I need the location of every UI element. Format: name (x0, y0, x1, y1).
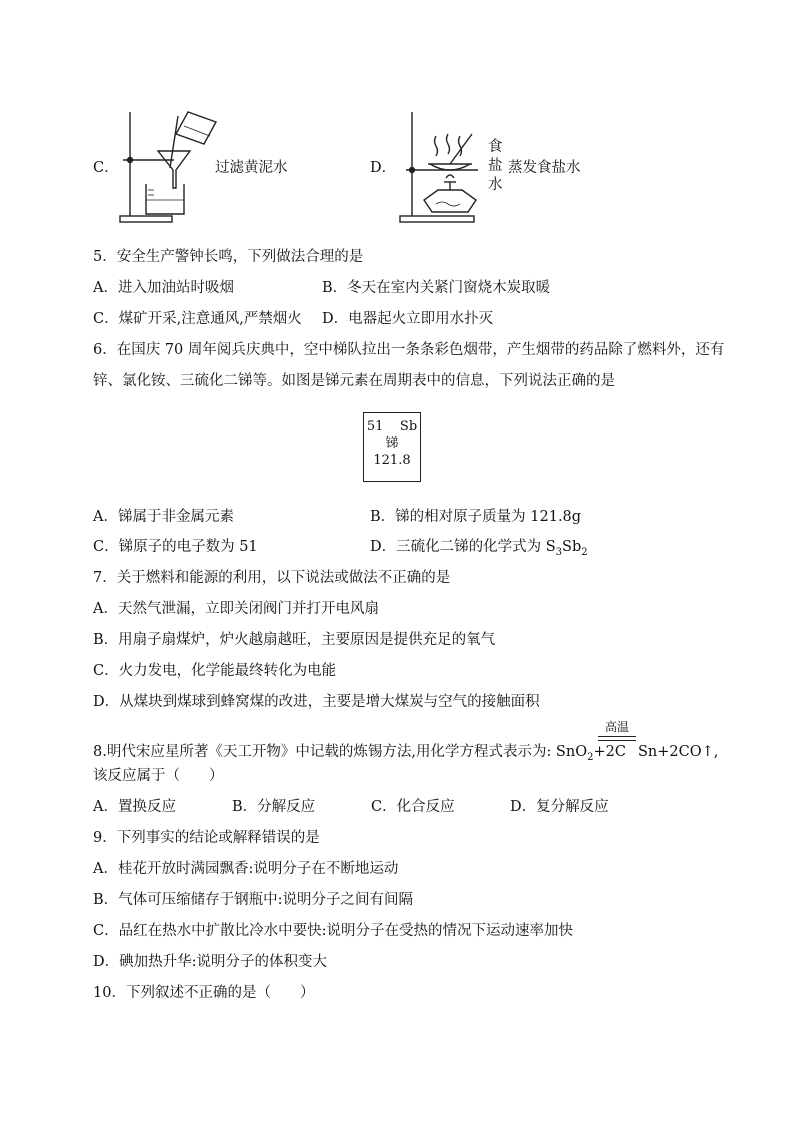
salt-water-label-char: 食 (488, 139, 503, 155)
question-6-stem-line1: 6．在国庆 70 周年阅兵庆典中，空中梯队拉出一条条彩色烟带，产生烟带的药品除了燃料外，还有 (93, 342, 725, 358)
equals-bar-top (598, 736, 636, 737)
question-8-option-b: B．分解反应 (232, 799, 316, 815)
subscript: 2 (581, 546, 588, 558)
element-atomic-mass: 121.8 (373, 453, 411, 468)
evaporation-apparatus-icon (398, 108, 488, 226)
question-5-option-d: D．电器起火立即用水扑灭 (322, 311, 494, 327)
question-8-stem-text: 8.明代宋应星所著《天工开物》中记载的炼锡方法,用化学方程式表示为: SnO (93, 744, 588, 760)
question-6-stem-line2: 锌、氯化铵、三硫化二锑等。如图是锑元素在周期表中的信息，下列说法正确的是 (93, 373, 615, 389)
question-6-option-a: A．锑属于非金属元素 (93, 509, 234, 525)
question-6-option-c: C．锑原子的电子数为 51 (93, 539, 258, 555)
question-7-option-d: D．从煤块到煤球到蜂窝煤的改进，主要是增大煤炭与空气的接触面积 (93, 694, 540, 710)
option-d-label: D． (370, 160, 397, 176)
question-9-option-c: C．品红在热水中扩散比冷水中要快:说明分子在受热的情况下运动速率加快 (93, 923, 573, 939)
question-8-option-d: D．复分解反应 (510, 799, 609, 815)
question-5-option-a: A．进入加油站时吸烟 (93, 280, 234, 296)
salt-water-label (488, 138, 503, 195)
equals-bar-bottom (598, 740, 636, 741)
question-9-option-b: B．气体可压缩储存于钢瓶中:说明分子之间有间隔 (93, 892, 414, 908)
option-c-label: C． (93, 160, 119, 176)
question-5-option-c: C．煤矿开采,注意通风,严禁烟火 (93, 311, 302, 327)
subscript: 2 (587, 751, 594, 763)
question-10-stem: 10．下列叙述不正确的是（ ） (93, 985, 315, 1001)
question-9-stem: 9．下列事实的结论或解释错误的是 (93, 830, 320, 846)
question-5-option-b: B．冬天在室内关紧门窗烧木炭取暖 (322, 280, 551, 296)
question-8-option-c: C．化合反应 (371, 799, 455, 815)
question-6-option-d-text: Sb (562, 539, 582, 555)
question-7-stem: 7．关于燃料和能源的利用，以下说法或做法不正确的是 (93, 570, 451, 586)
filtration-apparatus-icon (118, 104, 218, 228)
question-7-option-b: B．用扇子扇煤炉，炉火越扇越旺，主要原因是提供充足的氧气 (93, 632, 496, 648)
option-d-caption: 蒸发食盐水 (508, 160, 581, 176)
option-c-caption: 过滤黄泥水 (215, 160, 288, 176)
element-name: 锑 (385, 436, 399, 451)
reaction-condition: 高温 (604, 720, 629, 734)
question-6-option-d (370, 537, 588, 563)
subscript: 3 (555, 546, 563, 558)
question-7-option-c: C．火力发电，化学能最终转化为电能 (93, 663, 337, 679)
question-5-stem: 5．安全生产警钟长鸣，下列做法合理的是 (93, 249, 364, 265)
reaction-product: Sn+2CO↑, (638, 744, 719, 760)
question-8-stem-text: +2C (593, 744, 626, 760)
question-6-option-d-text: D．三硫化二锑的化学式为 S (370, 539, 556, 555)
element-number-symbol-row (364, 418, 420, 435)
periodic-element-card (363, 412, 421, 482)
question-7-option-a: A．天然气泄漏，立即关闭阀门并打开电风扇 (93, 601, 379, 617)
element-symbol: Sb (399, 419, 418, 434)
question-9-option-a: A．桂花开放时满园飘香:说明分子在不断地运动 (93, 861, 399, 877)
question-9-option-d: D．碘加热升华:说明分子的体积变大 (93, 954, 328, 970)
element-atomic-number: 51 (366, 419, 384, 434)
question-8-option-a: A．置换反应 (93, 799, 176, 815)
salt-water-label-char: 盐 (488, 158, 503, 174)
question-6-option-b: B．锑的相对原子质量为 121.8g (370, 509, 582, 525)
question-8-stem-line1 (93, 742, 626, 768)
question-8-stem-line2: 该反应属于（ ） (93, 768, 224, 784)
salt-water-label-char: 水 (488, 177, 503, 193)
